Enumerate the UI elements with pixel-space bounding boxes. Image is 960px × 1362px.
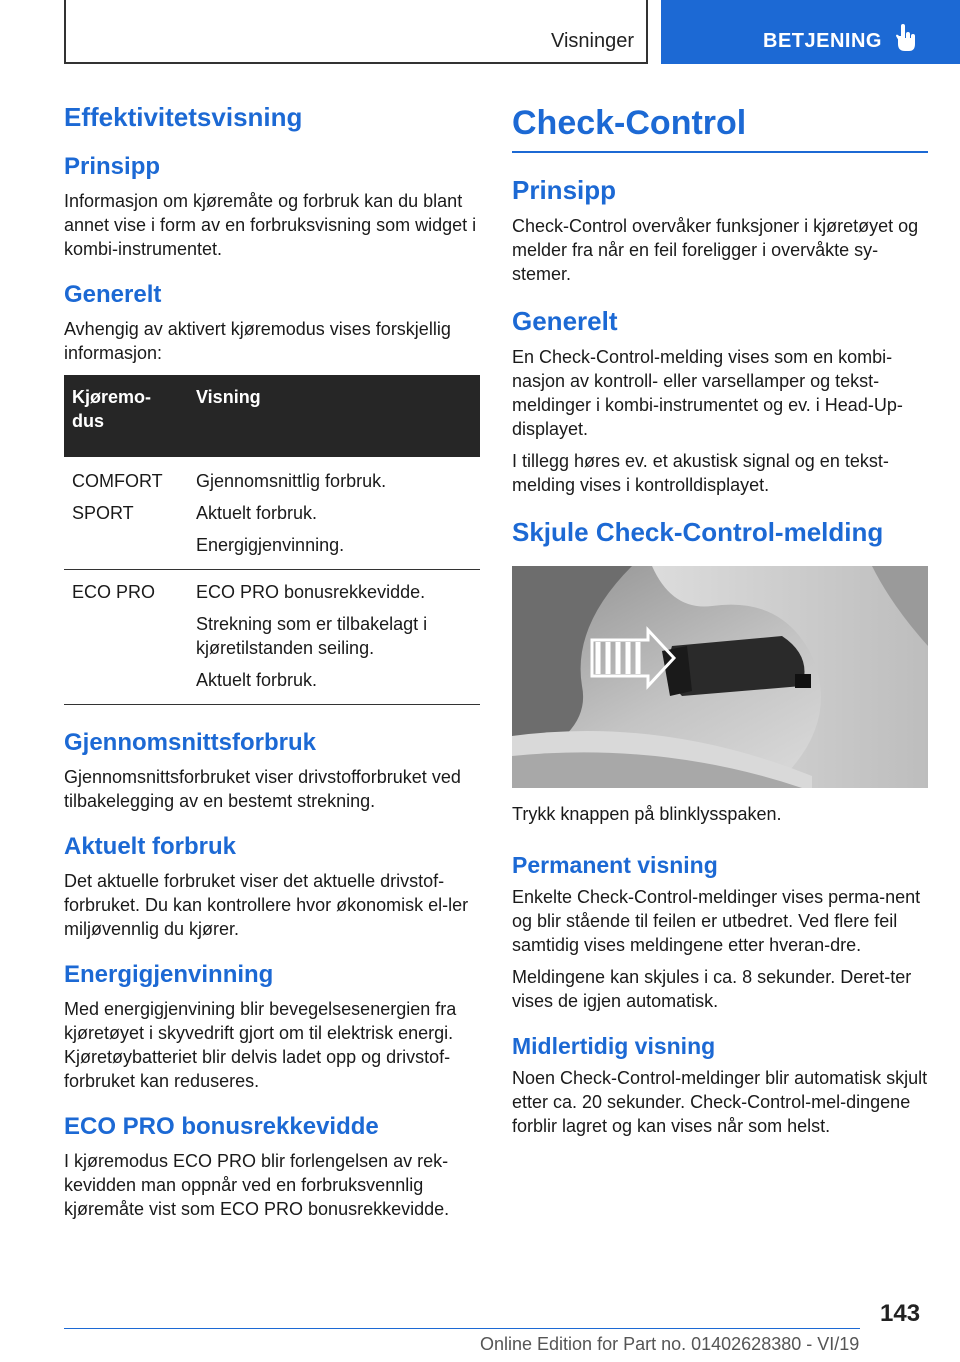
- table-cell-mode: SPORT: [72, 503, 134, 523]
- lever-illustration-svg: [512, 566, 928, 788]
- heading-generelt: Generelt: [64, 281, 162, 308]
- table-cell-mode: ECO PRO: [72, 582, 156, 602]
- paragraph-eco-pro-bonusrekkevidde: I kjøremodus ECO PRO blir forlengelsen av rek-kevidden man oppnår ved en forbruksvennlig kjøremåte vist som ECO PRO bonusrekkevidde.: [64, 1151, 450, 1219]
- paragraph-midlertidig-visning: Noen Check-Control-meldinger blir automatisk skjult etter ca. 20 sekunder. Check-Control-mel-dingene forblir lagret og kan vises når som helst.: [512, 1068, 928, 1136]
- paragraph-energigjenvinning: Med energigjenvining blir bevegelsesenergien fra kjøretøyet i skyvedrift gjort om til elektrisk energi. Kjøretøybatteriet blir delvis ladet opp og drivstof-forbruket kan reduseres.: [64, 999, 457, 1091]
- header-chapter-tab: [661, 0, 960, 64]
- table-cell-value: Aktuelt forbruk.: [196, 503, 318, 523]
- table-cell-value: ECO PRO bonusrekkevidde.: [196, 582, 426, 602]
- paragraph-generelt: Avhengig av aktivert kjøremodus vises forskjellig informasjon:: [64, 319, 451, 363]
- header-chapter-title: BETJENING: [763, 30, 882, 52]
- header-section-title: Visninger: [550, 30, 634, 52]
- heading-prinsipp: Prinsipp: [64, 153, 161, 180]
- table-header-display: Visning: [188, 375, 480, 457]
- footer-divider: [64, 1328, 860, 1329]
- table-cell-value: Energigjenvinning.: [196, 535, 345, 555]
- table-cell-value: Aktuelt forbruk.: [196, 670, 318, 690]
- paragraph-permanent-visning-1: Enkelte Check-Control-meldinger vises perma-nent og blir stående til feilen er utbedret. Ved flere feil samtidig vises meldingene etter hveran-dre.: [512, 887, 921, 955]
- header-section-tab: [64, 0, 648, 64]
- heading-prinsipp: Prinsipp: [512, 175, 617, 205]
- page-number: 143: [880, 1300, 921, 1327]
- turn-signal-lever-illustration: [512, 566, 928, 788]
- table-row: [64, 570, 480, 705]
- paragraph-generelt-1: En Check-Control-melding vises som en kombi-nasjon av kontroll- eller varsellamper og tekst-meldinger i kombi-instrumentet og ev. i Head-Up-displayet.: [512, 347, 903, 439]
- heading-midlertidig-visning: Midlertidig visning: [512, 1033, 716, 1059]
- heading-permanent-visning: Permanent visning: [512, 852, 718, 878]
- paragraph-generelt-2: I tillegg høres ev. et akustisk signal og en tekst-melding vises i kontrolldisplayet.: [512, 451, 889, 495]
- footer-edition: Online Edition for Part no. 01402628380 - VI/19: [480, 1334, 860, 1354]
- paragraph-gjennomsnittsforbruk: Gjennomsnittsforbruket viser drivstofforbruket ved tilbakelegging av en bestemt strekning.: [64, 767, 461, 811]
- table-cell-mode: COMFORT: [72, 471, 163, 491]
- title-divider: [512, 151, 928, 153]
- heading-generelt: Generelt: [512, 306, 618, 336]
- table-row: [64, 457, 480, 570]
- heading-aktuelt-forbruk: Aktuelt forbruk: [64, 833, 237, 860]
- table-header-mode: Kjøremo-dus: [64, 375, 188, 457]
- table-cell-value: Strekning som er tilbakelagt i kjøretilstanden seiling.: [196, 614, 428, 658]
- heading-gjennomsnittsforbruk: Gjennomsnittsforbruk: [64, 729, 317, 756]
- pointing-hand-icon: [895, 24, 917, 52]
- figure-caption: Trykk knappen på blinklysspaken.: [512, 804, 782, 824]
- heading-skjule-check-control: Skjule Check-Control-melding: [512, 517, 884, 547]
- table-cell-value: Gjennomsnittlig forbruk.: [196, 471, 387, 491]
- left-column: [64, 100, 480, 1221]
- paragraph-prinsipp: Informasjon om kjøremåte og forbruk kan du blant annet vise i form av en forbruksvisning som widget i kombi-instrumentet.: [64, 191, 477, 259]
- heading-energigjenvinning: Energigjenvinning: [64, 961, 274, 988]
- section-title-check-control: Check-Control: [512, 104, 747, 142]
- section-title-effektivitetsvisning: Effektivitetsvisning: [64, 102, 303, 132]
- paragraph-permanent-visning-2: Meldingene kan skjules i ca. 8 sekunder. Deret-ter vises de igjen automatisk.: [512, 967, 912, 1011]
- paragraph-aktuelt-forbruk: Det aktuelle forbruket viser det aktuelle drivstof-forbruket. Du kan kontrollere hvor økonomisk el-ler miljøvennlig du kjører.: [64, 871, 469, 939]
- paragraph-prinsipp: Check-Control overvåker funksjoner i kjøretøyet og melder fra når en feil foreligger i overvåkte sy-stemer.: [512, 216, 919, 284]
- mode-display-table: [64, 375, 480, 705]
- heading-eco-pro-bonusrekkevidde: ECO PRO bonusrekkevidde: [64, 1113, 379, 1140]
- right-column: [512, 100, 928, 1138]
